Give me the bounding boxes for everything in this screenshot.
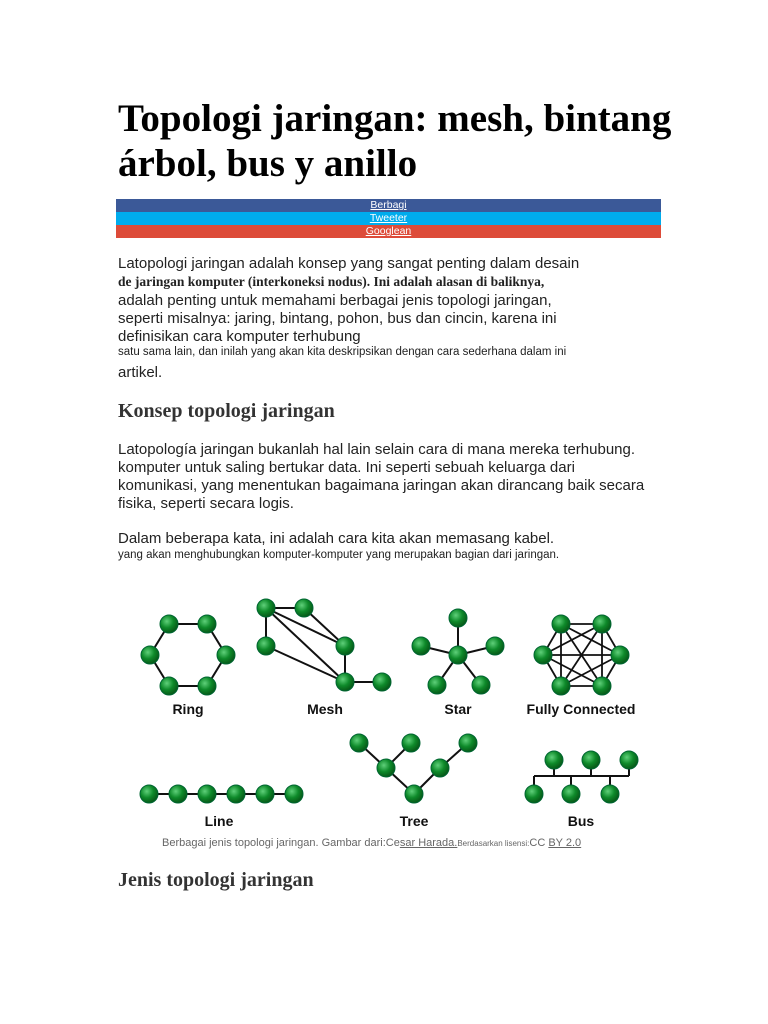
intro-line-2: de jaringan komputer (interkoneksi nodus). Ini adalah alasan di baliknya, [118,274,545,289]
section-heading-concept: Konsep topologi jaringan [118,400,335,422]
caption-license-link[interactable]: BY 2.0 [548,837,582,849]
intro-line-6: satu sama lain, dan inilah yang akan kita deskripsikan dengan cara sederhana dalam ini [118,346,567,358]
concept-line-2: komputer untuk saling bertukar data. Ini seperti sebuah keluarga dari [118,459,575,476]
line-label: Line [204,813,234,829]
bus-label: Bus [567,813,595,829]
concept-line-1: Latopología jaringan bukanlah hal lain selain cara di mana mereka terhubung. [118,441,636,458]
intro-line-4: seperti misalnya: jaring, bintang, pohon, bus dan cincin, karena ini [118,310,557,327]
intro-line-5: definisikan cara komputer terhubung [118,328,361,345]
mesh-label: Mesh [307,701,343,717]
concept-line-4: fisika, seperti secara logis. [118,495,294,512]
figure-caption [162,836,581,851]
share-google-button[interactable] [116,225,661,238]
share-google-label: Googlean [365,225,412,237]
caption-cc: CC [529,837,549,849]
fully-connected-label: Fully Connected [526,701,636,717]
share-facebook-label: Berbagi [370,199,407,211]
concept-line-6: yang akan menghubungkan komputer-komputer yang merupakan bagian dari jaringan. [118,549,560,561]
intro-line-3: adalah penting untuk memahami berbagai jenis topologi jaringan, [118,292,552,309]
caption-license-text: Berdasarkan lisensi: [457,839,530,848]
topology-figure [124,588,660,838]
tree-label: Tree [399,813,429,829]
intro-line-1: Latopologi jaringan adalah konsep yang sangat penting dalam desain [118,255,580,272]
ring-label: Ring [172,701,204,717]
star-label: Star [444,701,472,717]
concept-line-3: komunikasi, yang menentukan bagaimana jaringan akan dirancang baik secara [118,477,645,494]
share-twitter-label: Tweeter [369,212,408,224]
share-twitter-button[interactable] [116,212,661,225]
caption-prefix: Berbagai jenis topologi jaringan. Gambar dari:Ce [162,837,400,849]
caption-author-link[interactable]: sar Harada. [399,837,458,849]
section-heading-types: Jenis topologi jaringan [118,869,314,891]
intro-line-7: artikel. [118,364,163,381]
concept-line-5: Dalam beberapa kata, ini adalah cara kita akan memasang kabel. [118,530,555,547]
share-facebook-button[interactable] [116,199,661,212]
page-title: Topologi jaringan: mesh, bintang árbol, bus y anillo [118,97,672,185]
